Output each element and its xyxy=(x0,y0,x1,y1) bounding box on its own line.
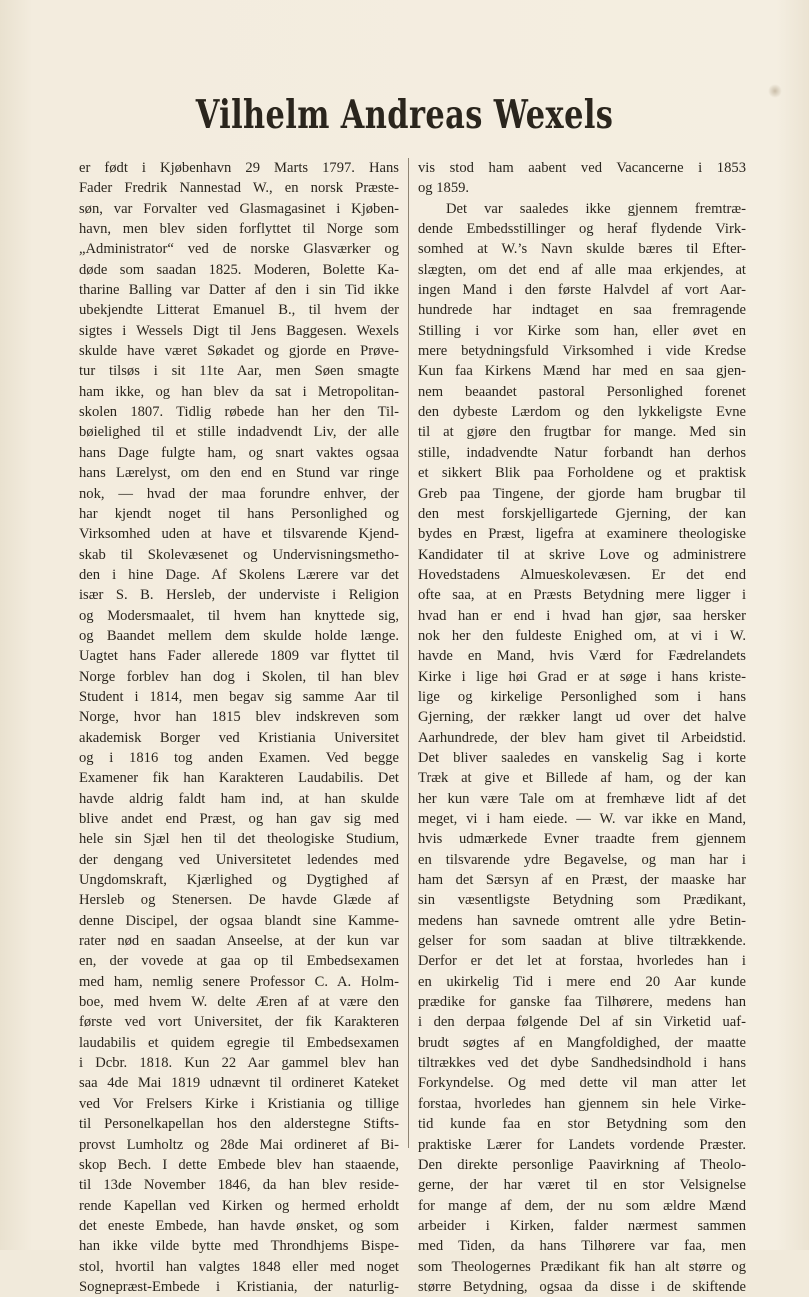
column-divider xyxy=(408,158,409,1148)
text-line: Hovedstadens Almueskolevæsen. Er det end xyxy=(418,566,746,583)
text-line: Træk at give et Billede af ham, og der kan xyxy=(418,770,746,787)
text-line: brudt søgtes af en Mangfoldighed, der maatte xyxy=(418,1034,746,1051)
page-title: Vilhelm Andreas Wexels xyxy=(195,92,614,138)
text-line: lige og kirkelige Personlighed som i hans xyxy=(418,688,746,705)
text-line: er født i Kjøbenhavn 29 Marts 1797. Hans xyxy=(79,160,399,176)
text-line: Gjerning, der rækker langt ud over det halve xyxy=(418,709,746,726)
text-line: Det bliver saaledes en vanskelig Sag i korte xyxy=(418,749,746,766)
text-line: tid kunde faa en stor Betydning som den xyxy=(418,1116,746,1133)
text-line: medens han savnede omtrent alle ydre Betin- xyxy=(418,912,746,929)
text-line: gelser for som saadan at blive tiltrækkende. xyxy=(418,933,746,950)
text-line: ham ikke, og han blev da sat i Metropolitan- xyxy=(79,383,399,400)
text-line: laudabilis et quidem egregie til Embedsexamen xyxy=(79,1034,399,1051)
text-line: skop Bech. I dette Embede blev han staaende, xyxy=(79,1156,399,1173)
text-line: forstaa, hvorledes han gjennem sin hele Virke- xyxy=(418,1095,746,1112)
text-line: ofte saa, at en Præsts Betydning mere ligger i xyxy=(418,587,746,604)
text-line: havn, men blev siden forflyttet til Norge som xyxy=(79,221,399,238)
text-line: og Baandet mellem dem skulde holde længe. xyxy=(79,627,399,644)
text-line: havde en Mand, hvis Værd for Fædrelandets xyxy=(418,648,746,665)
text-line: rende Kapellan ved Kirken og hermed erholdt xyxy=(79,1197,399,1214)
text-line: denne Discipel, der ogsaa blandt sine Kamme- xyxy=(79,912,399,929)
text-line: dende Embedsstillinger og heraf flydende Virk- xyxy=(418,221,746,238)
text-line: en, der vovede at gaa op til Embedsexamen xyxy=(79,953,399,970)
text-line: til Personelkapellan hos den alderstegne Stifts- xyxy=(79,1116,399,1133)
text-line: især S. B. Hersleb, der underviste i Religion xyxy=(79,587,399,604)
text-line: i den derpaa følgende Del af sin Virketid uaf- xyxy=(418,1014,746,1031)
text-line: Hersleb og Stenersen. De havde Glæde af xyxy=(79,892,399,909)
text-line: somhed at W.’s Navn skulde bæres til Efter- xyxy=(418,241,746,258)
text-line: hundrede har indtaget en saa fremragende xyxy=(418,302,746,319)
text-line: skolen 1807. Tidlig røbede han her den Til- xyxy=(79,404,399,421)
text-line: skab til Skolevæsenet og Undervisningsmetho- xyxy=(79,546,399,563)
text-line: mere betydningsfuld Virksomhed i vide Kredse xyxy=(418,343,746,360)
text-line: Student i 1814, men begav sig samme Aar til xyxy=(79,688,399,705)
text-line: Norge forblev han dog i Skolen, til han blev xyxy=(79,668,399,685)
text-line: ham det Særsyn af en Præst, der maaske har xyxy=(418,872,746,889)
text-line: for mange af dem, der nu som ældre Mænd xyxy=(418,1197,746,1214)
text-line: her kun være Tale om at fremhæve lidt af det xyxy=(418,790,746,807)
text-line: bydes en Præst, ligefra at examinere theologiske xyxy=(418,526,746,543)
left-column xyxy=(79,158,399,1297)
text-line: skulde have været Søkadet og gjorde en Prøve- xyxy=(79,343,399,360)
text-line: der dengang ved Universitetet ledendes med xyxy=(79,851,399,868)
text-line: praktiske Lærer for Landets vordende Præster. xyxy=(418,1136,746,1153)
text-line: Uagtet hans Fader allerede 1809 var flyttet til xyxy=(79,648,399,665)
text-line: Aarhundrede, der blev ham givet til Arbeidstid. xyxy=(418,729,746,746)
text-line: Ungdomskraft, Kjærlighed og Dygtighed af xyxy=(79,872,399,889)
text-line: vis stod ham aabent ved Vacancerne i 1853 xyxy=(418,160,746,176)
text-line: tur tilsøs i sit 11te Aar, men Søen smagte xyxy=(79,363,399,380)
text-line: første ved vort Universitet, der fik Karakteren xyxy=(79,1014,399,1031)
text-line: meget, vi i ham eiede. — W. var ikke en Mand, xyxy=(418,811,746,827)
text-line: til at gjøre den frugtbar for mange. Med sin xyxy=(418,424,746,441)
text-line: stol, hvortil han valgtes 1848 eller med noget xyxy=(79,1258,399,1275)
text-line: Derfor er det let at forstaa, hvorledes han i xyxy=(418,953,746,970)
text-line: døde som saadan 1825. Moderen, Bolette Ka- xyxy=(79,261,399,278)
text-line: arbeider i Kirken, falder nærmest sammen xyxy=(418,1217,746,1234)
text-line: Virksomhed uden at have et tilsvarende Kjend- xyxy=(79,526,399,543)
text-line: og Modersmaalet, til hvem han knyttede sig, xyxy=(79,607,399,624)
text-line: en tilsvarende ydre Begavelse, og man har i xyxy=(418,851,746,868)
text-line: hvad han er end i hvad han gjør, saa hersker xyxy=(418,607,746,624)
text-line: ved Vor Frelsers Kirke i Kristiania og tillige xyxy=(79,1095,399,1112)
text-line: Stilling i vor Kirke som han, eller øvet en xyxy=(418,322,746,339)
text-line: hans Lærelyst, om den end en Stund var ringe xyxy=(79,465,399,482)
text-line: i Dcbr. 1818. Kun 22 Aar gammel blev han xyxy=(79,1055,399,1072)
text-line: ingen Mand i den første Halvdel af vort Aar- xyxy=(418,282,746,299)
paper-stain xyxy=(768,84,782,98)
text-line: til 13de November 1846, da han blev reside- xyxy=(79,1177,399,1194)
text-line: saa 4de Mai 1819 udnævnt til ordineret Kateket xyxy=(79,1075,399,1092)
text-line: Greb paa Tingene, der gjorde ham brugbar til xyxy=(418,485,746,502)
text-line: har kjendt noget til hans Personlighed og xyxy=(79,505,399,522)
text-line: nem beaandet pastoral Personlighed forenet xyxy=(418,383,746,400)
text-line: og i 1816 tog anden Examen. Ved begge xyxy=(79,749,399,766)
text-line: Examener fik han Karakteren Laudabilis. Det xyxy=(79,770,399,787)
text-line: den dybeste Lærdom og den lykkeligste Evne xyxy=(418,404,746,421)
right-column xyxy=(418,158,746,1297)
text-line: og 1859. xyxy=(418,180,470,197)
text-line: han ikke vilde bytte med Throndhjems Bispe- xyxy=(79,1238,399,1255)
text-line: den mest forskjelligartede Gjerning, der kan xyxy=(418,505,746,522)
text-line: tharine Balling var Datter af den i sin Tid ikke xyxy=(79,282,399,299)
text-line: hans Dage fulgte ham, og snart vaktes ogsaa xyxy=(79,444,399,461)
text-line: Fader Fredrik Nannestad W., en norsk Præste- xyxy=(79,180,399,197)
text-line: nok, — hvad der maa forundre enhver, der xyxy=(79,485,399,502)
text-line: hele sin Sjæl hen til det theologiske Studium, xyxy=(79,831,399,848)
text-line: Norge, hvor han 1815 blev indskreven som xyxy=(79,709,399,726)
text-line: gerne, der har været til en stor Velsignelse xyxy=(418,1177,746,1194)
text-line: Den direkte personlige Paavirkning af Theolo- xyxy=(418,1156,746,1173)
text-line: stille, indadvendte Natur forbandt han derhos xyxy=(418,444,746,461)
text-line: en ukirkelig Tid i mere end 20 Aar kunde xyxy=(418,973,746,990)
text-line: provst Lumholtz og 28de Mai ordineret af Bi- xyxy=(79,1136,399,1153)
text-line: prædike for ganske faa Tilhørere, medens han xyxy=(418,994,746,1011)
text-line: større Betydning, ogsaa da disse i de skiftende xyxy=(418,1278,746,1295)
text-line: sin væsentligste Betydning som Prædikant, xyxy=(418,892,746,909)
text-line: boe, med hvem W. delte Æren af at være den xyxy=(79,994,399,1011)
text-line: blive andet end Præst, og han gav sig med xyxy=(79,811,399,827)
text-line: Det var saaledes ikke gjennem fremtræ- xyxy=(446,200,746,217)
text-line: det eneste Embede, han havde ønsket, og som xyxy=(79,1217,399,1234)
text-line: tiltrækkes ved det dybe Sandhedsindhold i hans xyxy=(418,1055,746,1072)
text-line: søn, var Forvalter ved Glasmagasinet i Kjøben- xyxy=(79,200,399,217)
text-line: ubekjendte Litterat Emanuel B., til hvem der xyxy=(79,302,399,319)
text-line: Kun faa Kirkens Mænd har med en saa gjen- xyxy=(418,363,746,380)
text-line: „Administrator“ ved de norske Glasværker og xyxy=(79,241,399,258)
text-line: Sognepræst-Embede i Kristiania, der naturlig- xyxy=(79,1278,399,1295)
text-line: akademisk Borger ved Kristiania Universitet xyxy=(79,729,399,746)
text-line: havde aldrig faldt ham ind, at han skulde xyxy=(79,790,399,807)
text-line: rater nød en saadan Anseelse, at der kun var xyxy=(79,933,399,950)
text-line: Forkyndelse. Og med dette vil man atter let xyxy=(418,1075,746,1092)
text-line: Kirke i lige høi Grad er at søge i hans kriste- xyxy=(418,668,746,685)
text-line: bøielighed til et stille indadvendt Liv, der alle xyxy=(79,424,399,441)
text-line: et sikkert Blik paa Forholdene og et praktisk xyxy=(418,465,746,482)
text-line: nok her den fuldeste Enighed om, at vi i W. xyxy=(418,627,746,644)
text-line: Kandidater til at skrive Love og administrere xyxy=(418,546,746,563)
text-line: slægten, om det end af alle maa erkjendes, at xyxy=(418,261,746,278)
text-line: som Theologernes Prædikant fik han alt større og xyxy=(418,1258,746,1275)
text-line: med ham, nemlig senere Professor C. A. Holm- xyxy=(79,973,399,990)
text-line: den i hine Dage. Af Skolens Lærere var det xyxy=(79,566,399,583)
text-line: hvis udmærkede Evner traadte frem gjennem xyxy=(418,831,746,848)
text-line: sigtes i Wessels Digt til Jens Baggesen. Wexels xyxy=(79,322,399,339)
text-line: med Tiden, da hans Tilhørere var faa, men xyxy=(418,1238,746,1255)
